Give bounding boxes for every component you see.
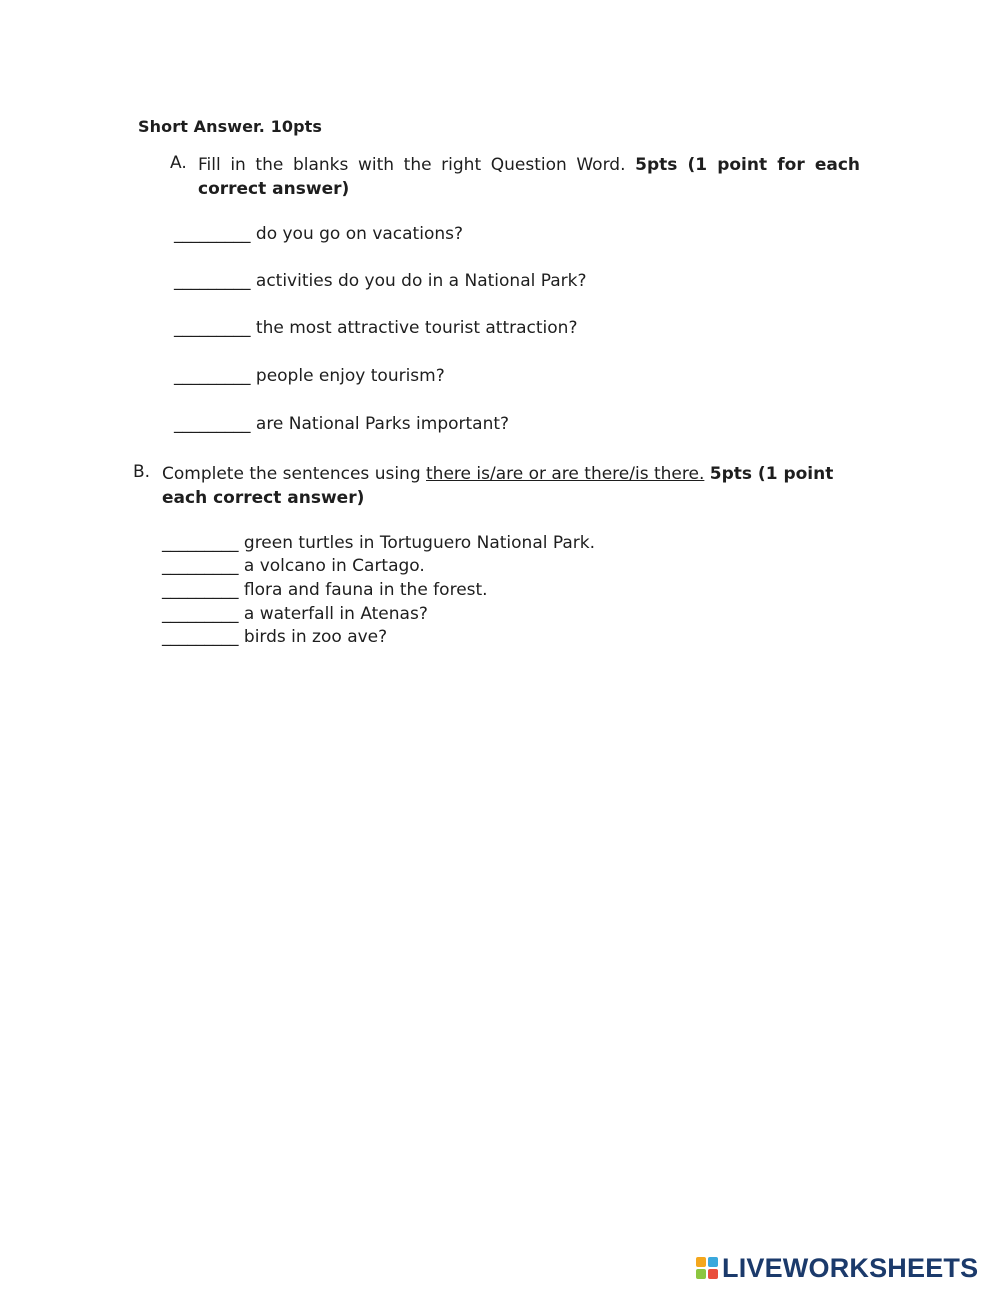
section-b-underlined-phrase: there is/are or are there/is there. bbox=[426, 464, 705, 484]
logo-block-icon bbox=[708, 1269, 718, 1279]
section-b-points: 5pts (1 point each correct answer) bbox=[162, 464, 834, 508]
logo-block-icon bbox=[696, 1269, 706, 1279]
question-b-3: _________ flora and fauna in the forest. bbox=[162, 580, 488, 600]
liveworksheets-logo bbox=[696, 1252, 978, 1284]
page-title: Short Answer. 10pts bbox=[138, 117, 322, 136]
section-b-instruction bbox=[162, 462, 862, 510]
question-a-2: _________ activities do you do in a National Park? bbox=[174, 271, 587, 291]
question-a-3: _________ the most attractive tourist attraction? bbox=[174, 318, 578, 338]
question-a-5: _________ are National Parks important? bbox=[174, 414, 510, 434]
question-a-1: _________ do you go on vacations? bbox=[174, 224, 463, 244]
section-a-instruction bbox=[198, 153, 860, 201]
section-a-instruction-text: Fill in the blanks with the right Question Word. bbox=[198, 155, 626, 175]
section-b-instruction-text: Complete the sentences using bbox=[162, 464, 427, 484]
logo-block-icon bbox=[708, 1257, 718, 1267]
section-b-letter: B. bbox=[133, 462, 151, 482]
question-b-2: _________ a volcano in Cartago. bbox=[162, 556, 425, 576]
question-b-4: _________ a waterfall in Atenas? bbox=[162, 604, 428, 624]
logo-block-icon bbox=[696, 1257, 706, 1267]
section-a-points: 5pts (1 point for each correct answer) bbox=[198, 155, 861, 199]
question-b-5: _________ birds in zoo ave? bbox=[162, 627, 388, 647]
question-b-1: _________ green turtles in Tortuguero National Park. bbox=[162, 533, 596, 553]
section-a-letter: A. bbox=[170, 153, 187, 173]
question-a-4: _________ people enjoy tourism? bbox=[174, 366, 445, 386]
liveworksheets-blocks-icon bbox=[696, 1257, 718, 1279]
logo-text: LIVEWORKSHEETS bbox=[722, 1252, 979, 1283]
